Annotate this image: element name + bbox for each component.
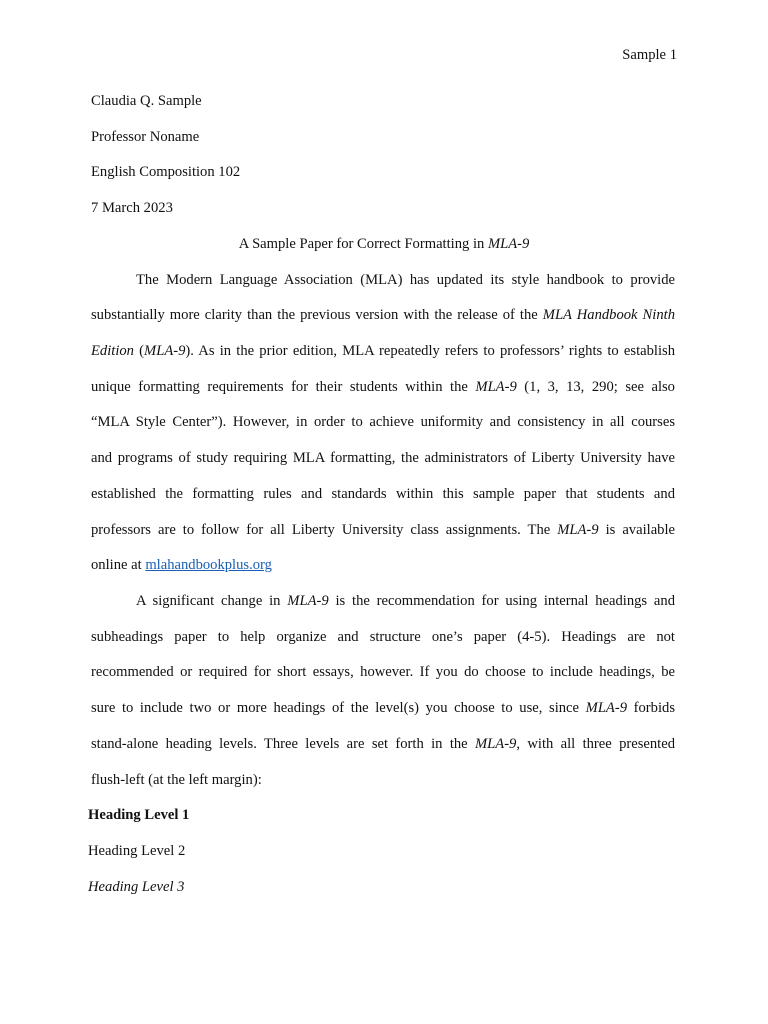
p1-line-3-text: ). As in the prior edition, MLA repeatedly refers to professors’ rights to establish [185, 343, 675, 359]
running-head: Sample 1 [622, 47, 677, 63]
heading-level-2: Heading Level 2 [88, 843, 186, 859]
p2-line-6: flush-left (at the left margin): [91, 772, 262, 788]
p1-line-4 [91, 378, 675, 396]
p2-line-4-mla: MLA-9 [585, 700, 628, 716]
p2-line-5-end: , with all three presented [516, 736, 676, 752]
p2-line-1 [91, 592, 675, 610]
p1-line-8-text: professors are to follow for all Liberty University class assignments. The [91, 522, 558, 538]
paper-title-text: A Sample Paper for Correct Formatting in [238, 236, 488, 252]
p1-line-6: and programs of study requiring MLA formatting, the administrators of Liberty University have [91, 450, 675, 466]
p1-line-3-mla: MLA-9 [144, 343, 186, 359]
p2-line-1-end: is the recommendation for using internal headings and [328, 593, 675, 609]
p2-line-4 [91, 699, 675, 717]
p1-line-8 [91, 521, 675, 539]
p1-line-2-italic: MLA Handbook Ninth [542, 307, 675, 323]
paper-date: 7 March 2023 [91, 200, 173, 216]
p1-line-2-text: substantially more clarity than the previous version with the release of the [91, 307, 543, 323]
p1-line-9 [91, 556, 675, 574]
p2-line-5 [91, 735, 675, 753]
p2-line-5-mla: MLA-9 [475, 736, 517, 752]
p2-line-4-end: forbids [627, 700, 675, 716]
p1-line-1: The Modern Language Association (MLA) has updated its style handbook to provide [136, 272, 675, 288]
p2-line-1-text: A significant change in [136, 593, 288, 609]
p1-line-2 [91, 306, 675, 324]
heading-level-1: Heading Level 1 [88, 807, 190, 823]
p1-line-9-text: online at [91, 557, 146, 573]
course-name: English Composition 102 [91, 164, 241, 180]
p2-line-5-text: stand-alone heading levels. Three levels are set forth in the [91, 736, 475, 752]
professor-name: Professor Noname [91, 129, 200, 145]
p1-line-7: established the formatting rules and standards within this sample paper that students and [91, 486, 675, 502]
p1-line-8-mla: MLA-9 [557, 522, 599, 538]
paper-title [0, 235, 768, 253]
heading-level-3: Heading Level 3 [88, 879, 185, 895]
p1-line-8-end: is available [598, 522, 675, 538]
p1-line-3-paren: ( [133, 343, 145, 359]
p1-line-4-mla: MLA-9 [475, 379, 517, 395]
paper-title-italic: MLA-9 [487, 236, 530, 252]
p2-line-3: recommended or required for short essays, however. If you do choose to include headings, be [91, 664, 675, 680]
p2-line-2: subheadings paper to help organize and structure one’s paper (4-5). Headings are not [91, 629, 675, 645]
p2-line-1-mla: MLA-9 [287, 593, 329, 609]
p2-line-4-text: sure to include two or more headings of the level(s) you choose to use, since [91, 700, 586, 716]
p1-line-4-cite: (1, 3, 13, 290; see also [516, 379, 675, 395]
p1-line-5: “MLA Style Center”). However, in order to achieve uniformity and consistency in all courses [91, 414, 675, 430]
p1-line-3 [91, 342, 675, 360]
p1-line-4-text: unique formatting requirements for their students within the [91, 379, 476, 395]
p1-line-3-edition: Edition [91, 343, 134, 359]
mla-handbook-link[interactable]: mlahandbookplus.org [145, 557, 272, 573]
student-name: Claudia Q. Sample [91, 93, 202, 109]
